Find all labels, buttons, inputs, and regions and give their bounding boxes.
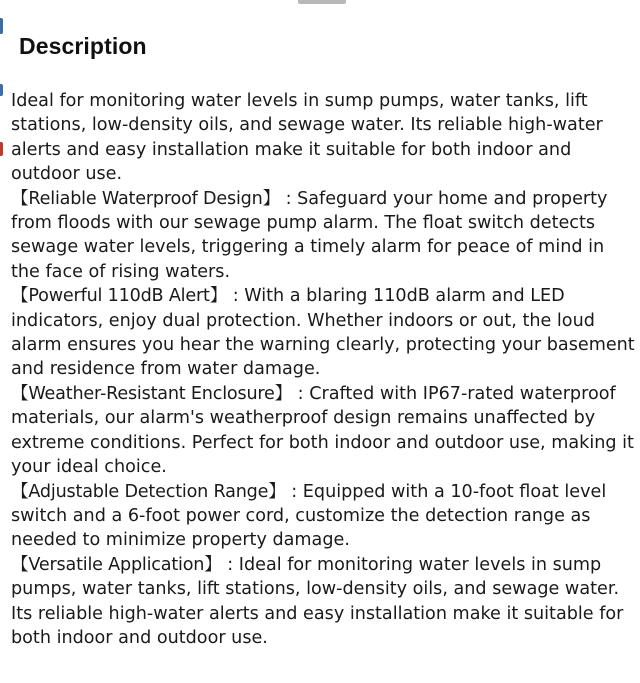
intro-paragraph: Ideal for monitoring water levels in sump pumps, water tanks, lift stations, low-density oils, and sewage water. Its reliable high-water alerts and easy installation make it suitable for both indoor and outdoor use. xyxy=(11,91,603,185)
feature-text: : Safeguard your home and property from floods with our sewage pump alarm. The float switch detects sewage water levels, triggering a timely alarm for peace of mind in the face of rising waters. xyxy=(11,188,608,282)
feature-title: 【Weather-Resistant Enclosure】 xyxy=(11,383,293,404)
feature-paragraph xyxy=(11,284,637,382)
feature-title: 【Adjustable Detection Range】 xyxy=(11,481,286,502)
feature-text: : With a blaring 110dB alarm and LED indicators, enjoy dual protection. Whether indoors or out, the loud alarm ensures you hear the warning clearly, protecting your basement and residence from water damage. xyxy=(11,286,635,380)
feature-text: : Crafted with IP67-rated waterproof materials, our alarm's weatherproof design remains unaffected by extreme conditions. Perfect for both indoor and outdoor use, making it your ideal choice. xyxy=(11,383,634,478)
background-page-edge xyxy=(0,0,6,683)
feature-text: : Equipped with a 10-foot float level switch and a 6-foot power cord, customize the detection range as needed to minimize property damage. xyxy=(11,481,607,551)
feature-title: 【Reliable Waterproof Design】 xyxy=(11,188,280,209)
feature-paragraph xyxy=(11,187,637,285)
sheet-drag-handle[interactable] xyxy=(298,0,346,4)
feature-paragraph xyxy=(11,553,637,651)
description-body xyxy=(11,89,637,650)
section-title: Description xyxy=(19,33,147,59)
edge-fragment xyxy=(0,84,3,96)
feature-paragraph xyxy=(11,382,637,480)
feature-title: 【Powerful 110dB Alert】 xyxy=(11,286,228,307)
feature-paragraph xyxy=(11,480,637,553)
feature-text: : Ideal for monitoring water levels in sump pumps, water tanks, lift stations, low-density oils, and sewage water. Its reliable high-water alerts and easy installation make it suitable for both indoor and outdoor use. xyxy=(11,554,624,648)
feature-title: 【Versatile Application】 xyxy=(11,554,222,575)
edge-fragment xyxy=(0,18,3,34)
edge-fragment xyxy=(0,142,3,156)
